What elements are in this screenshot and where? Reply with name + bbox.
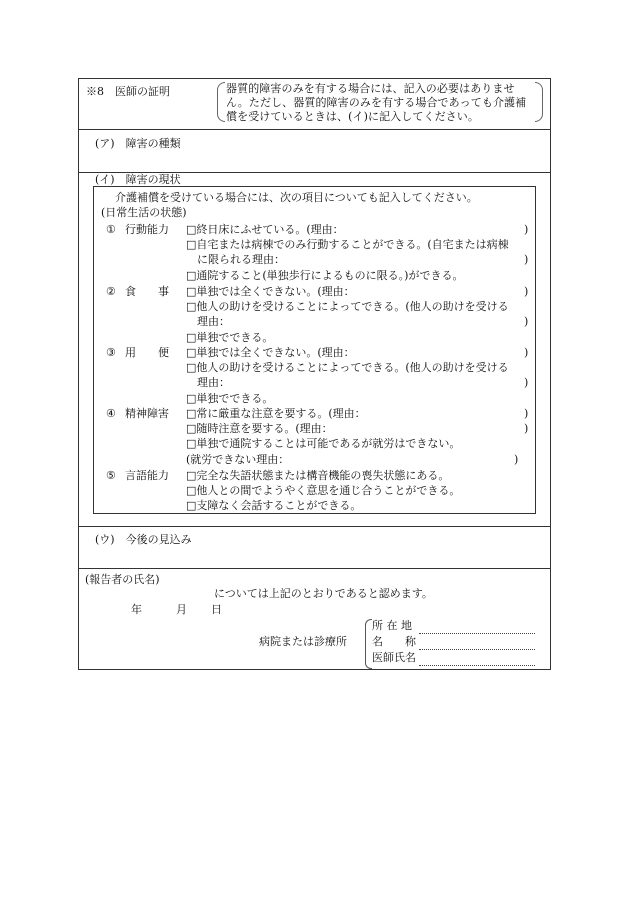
item-number: ② <box>106 285 116 298</box>
field-brace <box>365 619 372 669</box>
item-option: □通院すること(単独歩行によるものに限る。)ができる。 <box>186 269 464 282</box>
divider <box>79 568 550 569</box>
divider <box>79 526 550 527</box>
disability-type-title: (ア) 障害の種類 <box>95 137 181 150</box>
item-option: □他人との間でようやく意思を通じ合うことができる。 <box>186 484 461 497</box>
close-paren: ) <box>524 422 529 435</box>
item-label-toilet: 用 便 <box>125 346 169 359</box>
item-number: ⑤ <box>106 469 116 482</box>
instruction-note <box>217 82 543 122</box>
close-paren: ) <box>524 407 529 420</box>
item-label-speech: 言語能力 <box>125 469 169 482</box>
close-paren: ) <box>524 253 529 266</box>
note-bracket-right <box>535 82 543 122</box>
item-option: □完全な失語状態または構音機能の喪失状態にある。 <box>186 469 450 482</box>
item-option: □単独でできる。 <box>186 392 274 405</box>
item-number: ① <box>106 223 116 236</box>
item-option: □単独で通院することは可能であるが就労はできない。 <box>186 437 461 450</box>
item-option: □単独では全くできない。(理由： <box>186 346 355 359</box>
item-label-mobility: 行動能力 <box>125 223 169 236</box>
certification-statement: については上記のとおりであると認めます。 <box>214 587 433 600</box>
note-line: 器質的障害のみを有する場合には、記入の必要はありませ <box>226 82 515 95</box>
item-option: □支障なく会話することができる。 <box>186 499 362 512</box>
close-paren: ) <box>524 346 529 359</box>
field-name-label: 名 称 <box>372 635 416 648</box>
item-option-cont: (就労できない理由： <box>186 453 290 466</box>
doctor-input-line[interactable] <box>419 665 535 666</box>
item-option: □他人の助けを受けることによってできる。(他人の助けを受ける <box>186 300 509 313</box>
item-option: □随時注意を要する。(理由： <box>186 422 333 435</box>
date-year: 年 <box>131 603 142 616</box>
field-address-label: 所 在 地 <box>372 619 412 632</box>
item-option: □常に厳重な注意を要する。(理由： <box>186 407 366 420</box>
item-option: □自宅または病棟でのみ行動することができる。(自宅または病棟 <box>186 238 509 251</box>
prognosis-title: (ウ) 今後の見込み <box>95 533 192 546</box>
item-option: □単独では全くできない。(理由： <box>186 285 355 298</box>
date-month: 月 <box>176 603 187 616</box>
section-label: ※8 医師の証明 <box>86 85 170 98</box>
reporter-label: (報告者の氏名) <box>85 573 160 586</box>
item-option: □単独でできる。 <box>186 331 274 344</box>
note-bracket-left <box>217 82 225 122</box>
certificate-form <box>78 78 551 670</box>
item-option-cont: に限られる理由： <box>197 253 285 266</box>
disability-status-title: (イ) 障害の現状 <box>95 173 181 186</box>
close-paren: ) <box>524 285 529 298</box>
close-paren: ) <box>514 453 519 466</box>
close-paren: ) <box>524 315 529 328</box>
hospital-label: 病院または診療所 <box>259 635 347 648</box>
note-line: 償を受けているときは、(イ)に記入してください。 <box>226 110 479 123</box>
close-paren: ) <box>524 223 529 236</box>
status-intro: 介護補償を受けている場合には、次の項目についても記入してください。 <box>115 191 478 204</box>
item-label-eating: 食 事 <box>125 285 169 298</box>
address-input-line[interactable] <box>419 633 535 634</box>
daily-life-subtitle: (日常生活の状態) <box>101 206 187 219</box>
item-option-cont: 理由： <box>197 376 230 389</box>
item-number: ③ <box>106 346 116 359</box>
field-doctor-label: 医師氏名 <box>372 651 416 664</box>
item-label-mental: 精神障害 <box>125 407 169 420</box>
name-input-line[interactable] <box>419 649 535 650</box>
note-line: ん。ただし、器質的障害のみを有する場合であっても介護補 <box>226 96 527 109</box>
item-option-cont: 理由： <box>197 315 230 328</box>
item-option: □終日床にふせている。(理由： <box>186 223 344 236</box>
item-number: ④ <box>106 407 116 420</box>
close-paren: ) <box>524 376 529 389</box>
date-day: 日 <box>211 603 222 616</box>
divider <box>79 129 550 130</box>
item-option: □他人の助けを受けることによってできる。(他人の助けを受ける <box>186 361 509 374</box>
